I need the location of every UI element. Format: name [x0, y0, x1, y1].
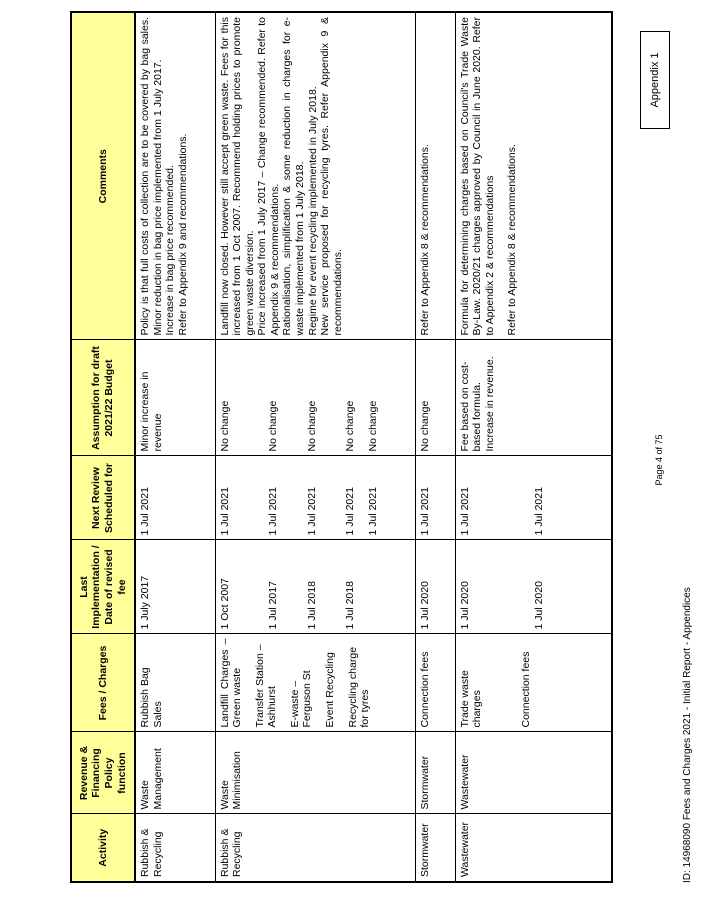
header-activity: Activity: [71, 814, 135, 882]
next-review-cell: 1 Jul 2021: [135, 456, 215, 540]
header-function: Revenue & Financing Policy function: [71, 732, 135, 814]
fees-charges-table: [70, 11, 613, 883]
function-cell: Stormwater: [415, 732, 455, 814]
next-review-cell: 1 Jul 2021 1 Jul 2021: [455, 456, 612, 540]
last-impl-cell: 1 Jul 2020: [415, 540, 455, 634]
fees-cell: Landfill Charges – Green waste Transfer Station – Ashhurst E-waste – Ferguson St Event Recycling Recycling charge for tyres: [215, 634, 415, 732]
fees-cell: Connection fees: [415, 634, 455, 732]
assumption-cell: No change No change No change No change No change: [215, 340, 415, 456]
appendix-label: Appendix 1: [640, 31, 670, 129]
assumption-cell: Minor increase in revenue: [135, 340, 215, 456]
fees-cell: Rubbish Bag Sales: [135, 634, 215, 732]
header-comments: Comments: [71, 12, 135, 340]
comments-cell: Refer to Appendix 8 & recommendations.: [415, 12, 455, 340]
activity-cell: Rubbish & Recycling: [215, 814, 415, 882]
activity-cell: Stormwater: [415, 814, 455, 882]
assumption-cell: No change: [415, 340, 455, 456]
function-cell: Wastewater: [455, 732, 612, 814]
page-number: Page 4 of 75: [654, 434, 664, 486]
header-assumption: Assumption for draft 2021/22 Budget: [71, 340, 135, 456]
header-last-implementation: Last Implementation / Date of revised fee: [71, 540, 135, 634]
document-footer: ID: 14968090 Fees and Charges 2021 - Initial Report - Appendices: [682, 587, 693, 883]
last-impl-cell: 1 Jul 2020 1 Jul 2020: [455, 540, 612, 634]
last-impl-cell: 1 Oct 2007 1 Jul 2017 1 Jul 2018 1 Jul 2018: [215, 540, 415, 634]
activity-cell: Wastewater: [455, 814, 612, 882]
activity-cell: Rubbish & Recycling: [135, 814, 215, 882]
fees-cell: Trade waste charges Connection fees: [455, 634, 612, 732]
comments-cell: Landfill now closed. However still accept green waste. Fees for this increased from 1 Oct 2007. Recommend holding prices to promote green waste diversion. Price increased from 1 July 2017 – Change recommended. Refer to Appendix 9 & recommendations. Rationalisation, simplification & some reduction in charges for e-waste implemented from 1 July 2018. Regime for event recycling implemented in July 2018. New service proposed for recycling tyres. Refer Appendix 9 & recommendations.: [215, 12, 415, 340]
header-fees: Fees / Charges: [71, 634, 135, 732]
function-cell: Waste Management: [135, 732, 215, 814]
comments-cell: Policy is that full costs of collection are to be covered by bag sales. Minor reduction in bag price implemented from 1 July 2017. Increase in bag price recommended. Refer to Appendix 9 and recommendations.: [135, 12, 215, 340]
comments-cell: Formula for determining charges based on Council's Trade Waste By-Law. 2020/21 charges approved by Council in June 2020. Refer to Appendix 2 & recommendations Refer to Appendix 8 & recommendations.: [455, 12, 612, 340]
header-row: [71, 12, 135, 882]
function-cell: Waste Minimisation: [215, 732, 415, 814]
table-row: [135, 12, 215, 882]
table-row: [215, 12, 415, 882]
table-row: [415, 12, 455, 882]
next-review-cell: 1 Jul 2021 1 Jul 2021 1 Jul 2021 1 Jul 2021 1 Jul 2021: [215, 456, 415, 540]
header-next-review: Next Review Scheduled for: [71, 456, 135, 540]
assumption-cell: Fee based on cost-based formula. Increase in revenue.: [455, 340, 612, 456]
table-row: [455, 12, 612, 882]
last-impl-cell: 1 July 2017: [135, 540, 215, 634]
next-review-cell: 1 Jul 2021: [415, 456, 455, 540]
